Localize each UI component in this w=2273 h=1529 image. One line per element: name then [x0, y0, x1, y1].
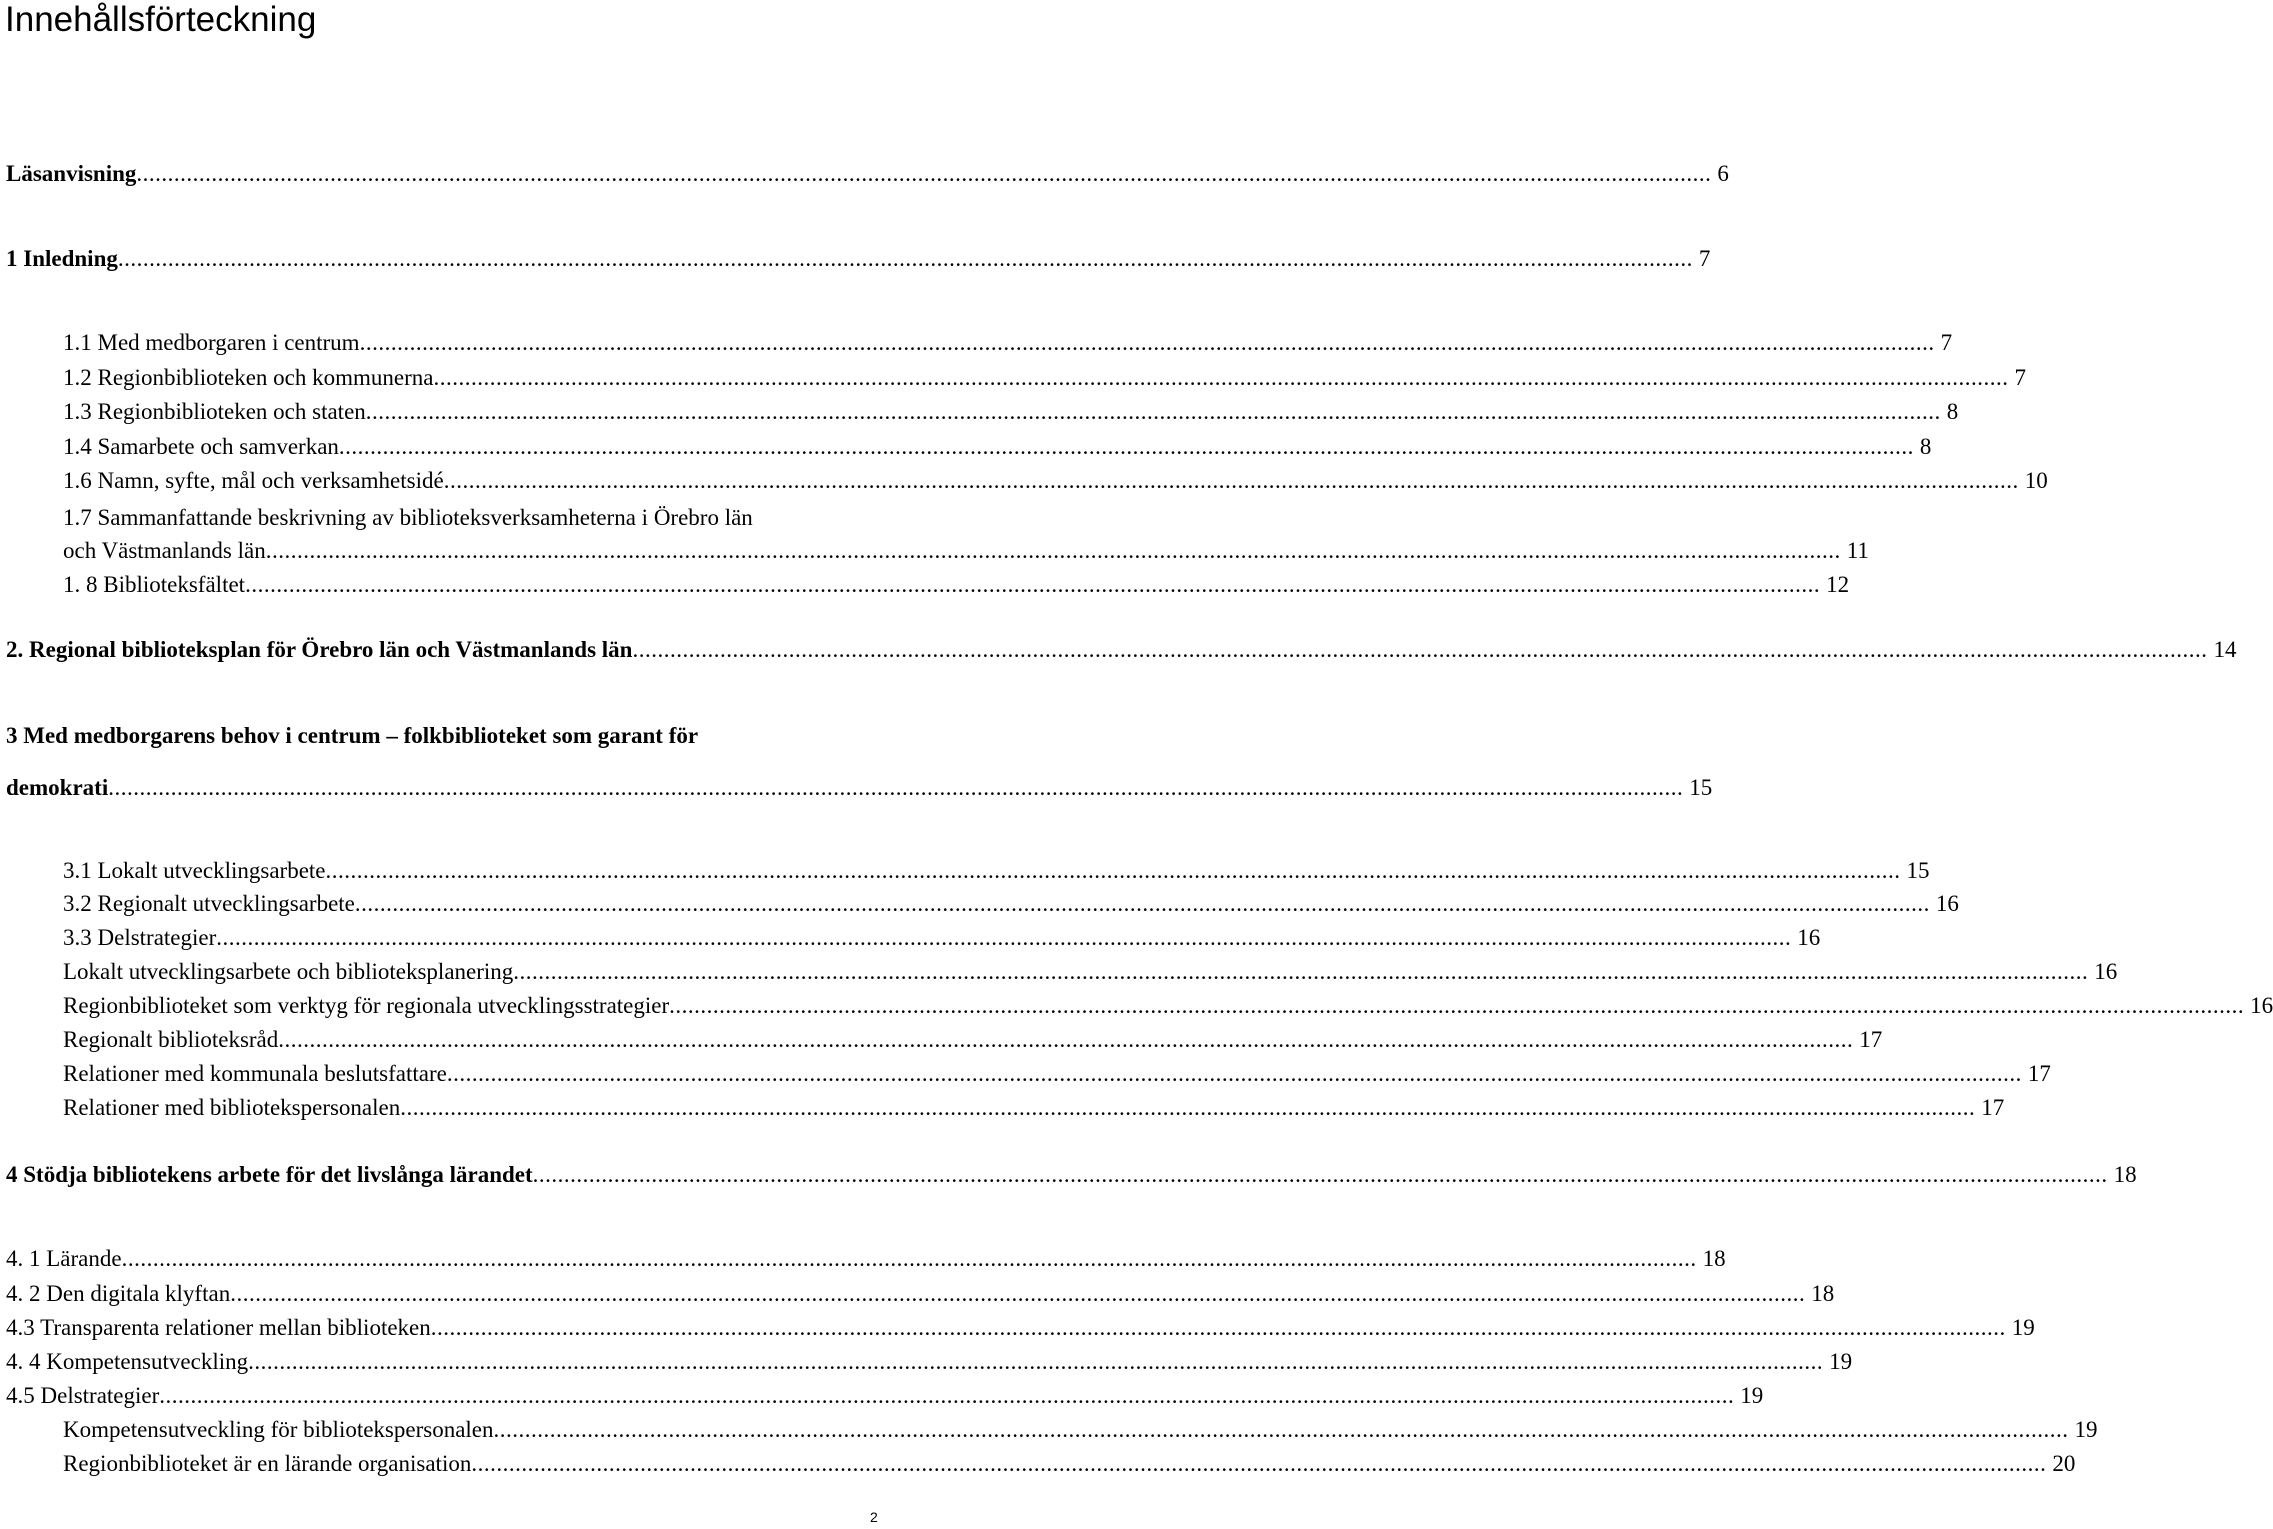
toc-page-number: 20 [2052, 1451, 2076, 1476]
toc-entry-4-1[interactable] [6, 1245, 1726, 1273]
toc-leader-dots [136, 160, 1711, 188]
toc-leader-dots [108, 774, 1683, 802]
toc-entry-label: 1.1 Med medborgaren i centrum [63, 330, 360, 355]
toc-entry-kompetensutveckling-personal[interactable] [63, 1416, 2098, 1444]
toc-entry-3-3[interactable] [63, 924, 1821, 952]
toc-page-number: 7 [1698, 246, 1711, 271]
toc-entry-label: Regionbiblioteket är en lärande organisation [63, 1451, 472, 1476]
toc-leader-dots [245, 571, 1820, 599]
toc-entry-label: Kompetensutveckling för bibliotekspersonalen [63, 1417, 494, 1442]
toc-leader-dots [400, 1094, 1975, 1122]
toc-entry-label: 4. 2 Den digitala klyftan [6, 1281, 231, 1306]
toc-page-number: 12 [1826, 572, 1850, 597]
toc-entry-label: 2. Regional biblioteksplan för Örebro län och Västmanlands län [6, 637, 633, 662]
toc-leader-dots [494, 1416, 2069, 1444]
toc-page-number: 16 [1935, 891, 1959, 916]
toc-leader-dots [447, 1060, 2022, 1088]
toc-page-number: 18 [2113, 1162, 2137, 1187]
toc-leader-dots [122, 1245, 1697, 1273]
toc-leader-dots [431, 1314, 2006, 1342]
page-number: 2 [870, 1509, 878, 1525]
toc-entry-3[interactable] [6, 774, 1713, 802]
toc-leader-dots [360, 329, 1935, 357]
toc-entry-lokalt[interactable] [63, 958, 2118, 986]
page-title: Innehållsförteckning [5, 0, 317, 39]
toc-page-number: 7 [2014, 365, 2026, 390]
toc-entry-1-7[interactable] [63, 537, 1869, 565]
toc-leader-dots [632, 636, 2207, 664]
toc-entry-label: Regionbiblioteket som verktyg för regionala utvecklingsstrategier [63, 993, 670, 1018]
toc-entry-regionalt-biblioteksrad[interactable] [63, 1026, 1883, 1054]
toc-entry-4-4[interactable] [6, 1348, 1853, 1376]
toc-entry-1-4[interactable] [63, 433, 1932, 461]
toc-page-number: 16 [1797, 925, 1821, 950]
toc-entry-label: och Västmanlands län [63, 538, 266, 563]
toc-page-number: 17 [2027, 1061, 2051, 1086]
toc-leader-dots [216, 924, 1791, 952]
toc-entry-1-2[interactable] [63, 364, 2026, 392]
toc-entry-4-3[interactable] [6, 1314, 2035, 1342]
toc-page-number: 18 [1811, 1281, 1835, 1306]
toc-entry-label: 4.5 Delstrategier [6, 1383, 160, 1408]
toc-entry-relationer-personalen[interactable] [63, 1094, 2005, 1122]
toc-entry-1-7-first-line: 1.7 Sammanfattande beskrivning av biblioteksverksamheterna i Örebro län [63, 505, 753, 530]
toc-entry-label: 3.3 Delstrategier [63, 925, 217, 950]
toc-leader-dots [339, 433, 1914, 461]
toc-entry-label: Relationer med bibliotekspersonalen [63, 1095, 401, 1120]
toc-entry-3-first-line: 3 Med medborgarens behov i centrum – folkbiblioteket som garant för [6, 723, 699, 748]
toc-leader-dots [248, 1348, 1823, 1376]
toc-page-number: 19 [2011, 1315, 2035, 1340]
toc-entry-label: 3.1 Lokalt utvecklingsarbete [63, 858, 326, 883]
toc-entry-label: Relationer med kommunala beslutsfattare [63, 1061, 447, 1086]
toc-page-number: 14 [2213, 637, 2237, 662]
toc-entry-label: 1.4 Samarbete och samverkan [63, 434, 339, 459]
toc-page-number: 8 [1946, 399, 1959, 424]
toc-page-number: 6 [1717, 161, 1729, 186]
toc-page-number: 15 [1906, 858, 1930, 883]
toc-leader-dots [513, 958, 2088, 986]
toc-entry-label: Läsanvisning [6, 161, 137, 186]
toc-entry-regionbiblioteket-verktyg[interactable] [63, 992, 2273, 1020]
toc-entry-label: 1.6 Namn, syfte, mål och verksamhetsidé [63, 468, 444, 493]
toc-entry-label: 4 Stödja bibliotekens arbete för det livslånga lärandet [6, 1162, 533, 1187]
toc-leader-dots [278, 1026, 1853, 1054]
toc-entry-3-2[interactable] [63, 890, 1959, 918]
toc-entry-2[interactable] [6, 636, 2237, 664]
toc-entry-larande-organisation[interactable] [63, 1450, 2076, 1478]
toc-entry-label: Lokalt utvecklingsarbete och biblioteksplanering [63, 959, 514, 984]
toc-entry-4-5[interactable] [6, 1382, 1764, 1410]
toc-leader-dots [366, 398, 1941, 426]
toc-leader-dots [118, 245, 1693, 273]
toc-page-number: 19 [2074, 1417, 2098, 1442]
toc-entry-label: 3.2 Regionalt utvecklingsarbete [63, 891, 355, 916]
toc-entry-3-1[interactable] [63, 857, 1930, 885]
toc-entry-label: 4.3 Transparenta relationer mellan biblioteken [6, 1315, 431, 1340]
toc-entry-1-3[interactable] [63, 398, 1959, 426]
toc-leader-dots [355, 890, 1930, 918]
toc-entry-label: demokrati [6, 775, 109, 800]
toc-entry-1[interactable] [6, 245, 1711, 273]
toc-page-number: 17 [1981, 1095, 2005, 1120]
toc-leader-dots [266, 537, 1841, 565]
toc-page-number: 7 [1940, 330, 1953, 355]
toc-page-number: 15 [1689, 775, 1713, 800]
toc-page-number: 8 [1919, 434, 1932, 459]
toc-entry-1-6[interactable] [63, 467, 2048, 495]
toc-entry-label: 1.2 Regionbiblioteken och kommunerna [63, 365, 434, 390]
toc-entry-label: 4. 1 Lärande [6, 1246, 122, 1271]
toc-page-number: 16 [2250, 993, 2273, 1018]
toc-entry-label: 1.3 Regionbiblioteken och staten [63, 399, 366, 424]
toc-entry-1-8[interactable] [63, 571, 1850, 599]
toc-entry-4[interactable] [6, 1161, 2137, 1189]
toc-page-number: 11 [1846, 538, 1869, 563]
toc-leader-dots [433, 364, 2008, 392]
toc-entry-relationer-beslutsfattare[interactable] [63, 1060, 2051, 1088]
toc-page-number: 16 [2094, 959, 2118, 984]
toc-entry-label: 1 Inledning [6, 246, 118, 271]
toc-entry-1-1[interactable] [63, 329, 1953, 357]
toc-leader-dots [444, 467, 2019, 495]
toc-leader-dots [230, 1280, 1805, 1308]
toc-page-number: 18 [1702, 1246, 1726, 1271]
toc-leader-dots [159, 1382, 1734, 1410]
toc-leader-dots [471, 1450, 2046, 1478]
toc-page-number: 19 [1829, 1349, 1853, 1374]
toc-entry-label: 1. 8 Biblioteksfältet [63, 572, 246, 597]
toc-leader-dots [533, 1161, 2108, 1189]
toc-leader-dots [669, 992, 2244, 1020]
toc-page-number: 19 [1740, 1383, 1764, 1408]
toc-entry-label: 4. 4 Kompetensutveckling [6, 1349, 249, 1374]
toc-entry-lasanvisning[interactable] [6, 160, 1729, 188]
toc-entry-4-2[interactable] [6, 1280, 1835, 1308]
toc-page-number: 17 [1859, 1027, 1883, 1052]
toc-entry-label: Regionalt biblioteksråd [63, 1027, 279, 1052]
toc-leader-dots [326, 857, 1901, 885]
toc-page-number: 10 [2024, 468, 2048, 493]
